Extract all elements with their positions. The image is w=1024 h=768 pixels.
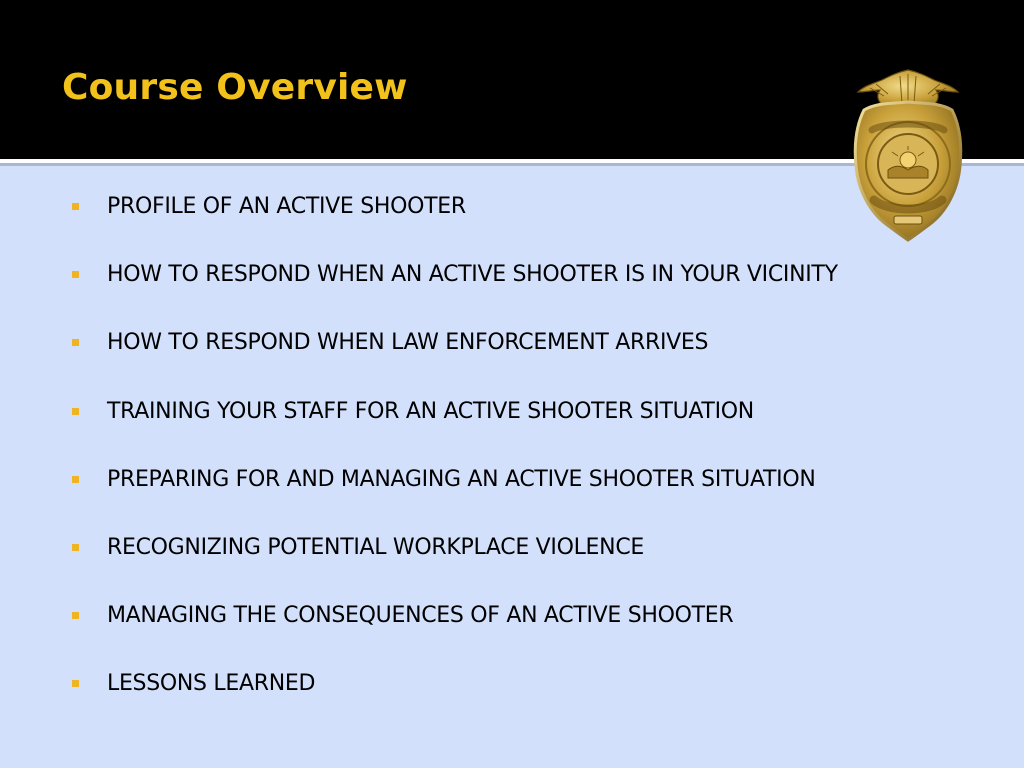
slide-title: Course Overview [62,67,408,108]
square-bullet-icon [72,680,79,687]
list-item-text: PROFILE OF AN ACTIVE SHOOTER [107,194,466,219]
list-item-text: LESSONS LEARNED [107,671,316,697]
list-item [0,254,1000,322]
course-topic-list [0,186,1000,732]
list-item [0,322,1000,390]
list-item-text: RECOGNIZING POTENTIAL WORKPLACE VIOLENCE [107,534,644,560]
square-bullet-icon [72,271,79,278]
list-item-text: HOW TO RESPOND WHEN LAW ENFORCEMENT ARRIVES [107,330,709,356]
square-bullet-icon [72,612,79,619]
list-item [0,663,1000,731]
square-bullet-icon [72,339,79,346]
square-bullet-icon [72,203,79,210]
list-item-text: HOW TO RESPOND WHEN AN ACTIVE SHOOTER IS IN YOUR VICINITY [107,262,838,288]
square-bullet-icon [72,476,79,483]
list-item-text: MANAGING THE CONSEQUENCES OF AN ACTIVE SHOOTER [107,603,734,629]
square-bullet-icon [72,544,79,551]
list-item-text: PREPARING FOR AND MANAGING AN ACTIVE SHOOTER SITUATION [107,466,816,492]
list-item [0,527,1000,595]
square-bullet-icon [72,408,79,415]
list-item-text: TRAINING YOUR STAFF FOR AN ACTIVE SHOOTER SITUATION [107,398,754,424]
list-item [0,391,1000,459]
list-item [0,595,1000,663]
list-item [0,186,1000,254]
list-item [0,459,1000,527]
